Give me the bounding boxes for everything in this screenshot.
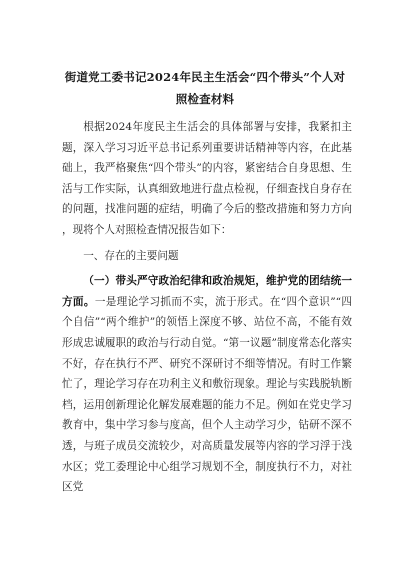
subsection-text: 一是理论学习抓而不实，流于形式。在“四个意识”“四个自信”“两个维护”的领悟上深度不够、站位不高，不能有效形成忠诚履职的政治与行动自觉。“第一议题”制度常态化落实不好，存在执行不严、研究不深研讨不细等情况。有时工作繁忙了，理论学习存在功利主义和敷衍现象。理论与实践脱轨断档，运用创新理论化解发展难题的能力不足。例如在党史学习教育中，集中学习参与度高，但个人主动学习少，钻研不深不透，与班子成员交流较少，对高质量发展等内容的学习浮于浅水区；党工委理论中心组学习规划不全，制度执行不力，对社区党 bbox=[62, 295, 352, 494]
document-title: 街道党工委书记2024年民主生活会“四个带头”个人对照检查材料 bbox=[64, 70, 346, 106]
section-heading: 一、存在的主要问题 bbox=[83, 249, 179, 262]
document-body bbox=[62, 117, 352, 498]
subsection-paragraph bbox=[62, 271, 352, 498]
intro-paragraph: 根据2024年度民主生活会的具体部署与安排，我紧扣主题，深入学习习近平总书记系列重要讲话精神等内容，在此基础上，我严格聚焦“四个带头”的内容，紧密结合自身思想、生活与工作实际，认真细致地进行盘点检视，仔细查找自身存在的问题，找准问题的症结，明确了今后的整改措施和努力方向，现将个人对照检查情况报告如下： bbox=[62, 121, 352, 236]
subsection-lead: （一）带头严守政治纪律和政治规矩，维护党的团结统一方面。 bbox=[62, 275, 352, 308]
